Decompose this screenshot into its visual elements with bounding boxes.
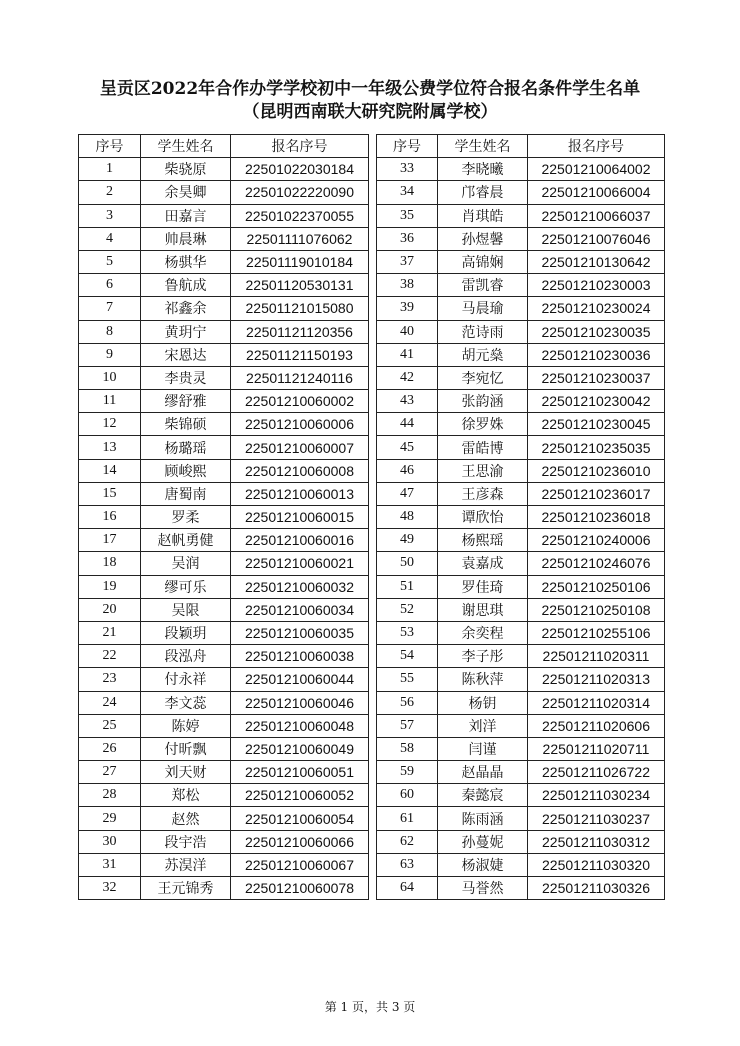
table-row bbox=[79, 737, 369, 760]
registration-number-cell: 22501211020606 bbox=[528, 714, 665, 737]
student-name-cell: 邝睿晨 bbox=[438, 181, 528, 204]
student-name-cell: 秦懿宸 bbox=[438, 784, 528, 807]
header-registration-number: 报名序号 bbox=[528, 135, 665, 158]
index-cell: 40 bbox=[377, 320, 438, 343]
table-row bbox=[79, 830, 369, 853]
index-cell: 23 bbox=[79, 668, 141, 691]
index-cell: 19 bbox=[79, 575, 141, 598]
student-name-cell: 马誉然 bbox=[438, 877, 528, 900]
table-row bbox=[79, 250, 369, 273]
table-row bbox=[79, 598, 369, 621]
index-cell: 20 bbox=[79, 598, 141, 621]
registration-number-cell: 22501022370055 bbox=[231, 204, 369, 227]
registration-number-cell: 22501210230035 bbox=[528, 320, 665, 343]
table-row bbox=[79, 668, 369, 691]
registration-number-cell: 22501211030312 bbox=[528, 830, 665, 853]
index-cell: 11 bbox=[79, 390, 141, 413]
table-row bbox=[377, 366, 665, 389]
header-registration-number: 报名序号 bbox=[231, 135, 369, 158]
table-row bbox=[377, 343, 665, 366]
index-cell: 9 bbox=[79, 343, 141, 366]
table-row bbox=[377, 853, 665, 876]
student-name-cell: 余奕程 bbox=[438, 621, 528, 644]
student-name-cell: 唐蜀南 bbox=[141, 482, 231, 505]
student-name-cell: 张韵涵 bbox=[438, 390, 528, 413]
student-name-cell: 王思渝 bbox=[438, 459, 528, 482]
index-cell: 3 bbox=[79, 204, 141, 227]
registration-number-cell: 22501210230037 bbox=[528, 366, 665, 389]
registration-number-cell: 22501210236017 bbox=[528, 482, 665, 505]
student-name-cell: 罗佳琦 bbox=[438, 575, 528, 598]
table-row bbox=[377, 877, 665, 900]
registration-number-cell: 22501210060067 bbox=[231, 853, 369, 876]
table-row bbox=[79, 645, 369, 668]
index-cell: 24 bbox=[79, 691, 141, 714]
table-row bbox=[79, 621, 369, 644]
table-row bbox=[79, 761, 369, 784]
index-cell: 6 bbox=[79, 274, 141, 297]
index-cell: 33 bbox=[377, 158, 438, 181]
table-row bbox=[377, 274, 665, 297]
document-subtitle: （昆明西南联大研究院附属学校） bbox=[242, 102, 498, 122]
table-row bbox=[377, 552, 665, 575]
registration-number-cell: 22501210255106 bbox=[528, 621, 665, 644]
table-row bbox=[377, 390, 665, 413]
registration-number-cell: 22501210060006 bbox=[231, 413, 369, 436]
table-row bbox=[79, 158, 369, 181]
student-name-cell: 吴限 bbox=[141, 598, 231, 621]
document-title: 呈贡区2022年合作办学学校初中一年级公费学位符合报名条件学生名单 bbox=[99, 79, 641, 99]
registration-number-cell: 22501210060066 bbox=[231, 830, 369, 853]
student-name-cell: 雷凯睿 bbox=[438, 274, 528, 297]
student-name-cell: 高锦娴 bbox=[438, 250, 528, 273]
table-row bbox=[377, 459, 665, 482]
registration-number-cell: 22501211026722 bbox=[528, 761, 665, 784]
index-cell: 60 bbox=[377, 784, 438, 807]
table-row bbox=[79, 853, 369, 876]
index-cell: 31 bbox=[79, 853, 141, 876]
student-name-cell: 缪可乐 bbox=[141, 575, 231, 598]
student-name-cell: 余昊卿 bbox=[141, 181, 231, 204]
table-row bbox=[79, 390, 369, 413]
registration-number-cell: 22501210060054 bbox=[231, 807, 369, 830]
registration-number-cell: 22501211030320 bbox=[528, 853, 665, 876]
registration-number-cell: 22501210060034 bbox=[231, 598, 369, 621]
student-name-cell: 王元锦秀 bbox=[141, 877, 231, 900]
registration-number-cell: 22501210064002 bbox=[528, 158, 665, 181]
index-cell: 47 bbox=[377, 482, 438, 505]
student-name-cell: 陈雨涵 bbox=[438, 807, 528, 830]
student-name-cell: 李晓曦 bbox=[438, 158, 528, 181]
student-name-cell: 刘天财 bbox=[141, 761, 231, 784]
table-row bbox=[79, 413, 369, 436]
index-cell: 63 bbox=[377, 853, 438, 876]
header-student-name: 学生姓名 bbox=[141, 135, 231, 158]
index-cell: 50 bbox=[377, 552, 438, 575]
student-name-cell: 帅晨琳 bbox=[141, 227, 231, 250]
registration-number-cell: 22501211030237 bbox=[528, 807, 665, 830]
student-name-cell: 缪舒雅 bbox=[141, 390, 231, 413]
registration-number-cell: 22501211020311 bbox=[528, 645, 665, 668]
table-row bbox=[377, 830, 665, 853]
index-cell: 27 bbox=[79, 761, 141, 784]
student-table-left bbox=[78, 134, 369, 900]
table-row bbox=[79, 366, 369, 389]
student-name-cell: 范诗雨 bbox=[438, 320, 528, 343]
registration-number-cell: 22501210060008 bbox=[231, 459, 369, 482]
student-name-cell: 赵然 bbox=[141, 807, 231, 830]
index-cell: 62 bbox=[377, 830, 438, 853]
registration-number-cell: 22501210236010 bbox=[528, 459, 665, 482]
index-cell: 28 bbox=[79, 784, 141, 807]
student-name-cell: 雷皓博 bbox=[438, 436, 528, 459]
registration-number-cell: 22501210236018 bbox=[528, 506, 665, 529]
registration-number-cell: 22501210230036 bbox=[528, 343, 665, 366]
index-cell: 34 bbox=[377, 181, 438, 204]
table-row bbox=[79, 320, 369, 343]
student-name-cell: 段泓舟 bbox=[141, 645, 231, 668]
index-cell: 55 bbox=[377, 668, 438, 691]
student-name-cell: 杨骐华 bbox=[141, 250, 231, 273]
student-name-cell: 顾峻熙 bbox=[141, 459, 231, 482]
student-name-cell: 杨璐瑶 bbox=[141, 436, 231, 459]
registration-number-cell: 22501120530131 bbox=[231, 274, 369, 297]
table-row bbox=[377, 413, 665, 436]
student-name-cell: 付昕飘 bbox=[141, 737, 231, 760]
index-cell: 46 bbox=[377, 459, 438, 482]
student-name-cell: 田嘉言 bbox=[141, 204, 231, 227]
index-cell: 41 bbox=[377, 343, 438, 366]
registration-number-cell: 22501022030184 bbox=[231, 158, 369, 181]
student-name-cell: 孙煜馨 bbox=[438, 227, 528, 250]
table-row bbox=[79, 714, 369, 737]
student-name-cell: 祁鑫余 bbox=[141, 297, 231, 320]
header-index: 序号 bbox=[79, 135, 141, 158]
index-cell: 15 bbox=[79, 482, 141, 505]
index-cell: 48 bbox=[377, 506, 438, 529]
header-index: 序号 bbox=[377, 135, 438, 158]
index-cell: 26 bbox=[79, 737, 141, 760]
registration-number-cell: 22501210060016 bbox=[231, 529, 369, 552]
index-cell: 4 bbox=[79, 227, 141, 250]
index-cell: 2 bbox=[79, 181, 141, 204]
table-row bbox=[79, 297, 369, 320]
student-name-cell: 陈秋萍 bbox=[438, 668, 528, 691]
registration-number-cell: 22501210230045 bbox=[528, 413, 665, 436]
student-name-cell: 柴骁原 bbox=[141, 158, 231, 181]
student-name-cell: 段宇浩 bbox=[141, 830, 231, 853]
index-cell: 17 bbox=[79, 529, 141, 552]
student-table-right bbox=[376, 134, 665, 900]
registration-number-cell: 22501211020711 bbox=[528, 737, 665, 760]
index-cell: 52 bbox=[377, 598, 438, 621]
student-name-cell: 胡元燊 bbox=[438, 343, 528, 366]
student-name-cell: 杨熙瑶 bbox=[438, 529, 528, 552]
index-cell: 59 bbox=[377, 761, 438, 784]
index-cell: 43 bbox=[377, 390, 438, 413]
registration-number-cell: 22501121240116 bbox=[231, 366, 369, 389]
table-row bbox=[377, 645, 665, 668]
table-row bbox=[377, 181, 665, 204]
student-name-cell: 宋恩达 bbox=[141, 343, 231, 366]
registration-number-cell: 22501210060002 bbox=[231, 390, 369, 413]
registration-number-cell: 22501211030234 bbox=[528, 784, 665, 807]
table-row bbox=[377, 598, 665, 621]
student-name-cell: 马晨瑜 bbox=[438, 297, 528, 320]
table-row bbox=[79, 529, 369, 552]
index-cell: 5 bbox=[79, 250, 141, 273]
student-name-cell: 杨淑婕 bbox=[438, 853, 528, 876]
registration-number-cell: 22501210060015 bbox=[231, 506, 369, 529]
index-cell: 51 bbox=[377, 575, 438, 598]
student-name-cell: 李贵灵 bbox=[141, 366, 231, 389]
table-row bbox=[79, 877, 369, 900]
table-row bbox=[79, 807, 369, 830]
registration-number-cell: 22501210060048 bbox=[231, 714, 369, 737]
table-row bbox=[377, 807, 665, 830]
student-name-cell: 刘洋 bbox=[438, 714, 528, 737]
table-row bbox=[79, 274, 369, 297]
student-name-cell: 罗柔 bbox=[141, 506, 231, 529]
table-row bbox=[79, 459, 369, 482]
table-row bbox=[79, 181, 369, 204]
index-cell: 61 bbox=[377, 807, 438, 830]
table-row bbox=[79, 552, 369, 575]
student-name-cell: 鲁航成 bbox=[141, 274, 231, 297]
registration-number-cell: 22501210060044 bbox=[231, 668, 369, 691]
registration-number-cell: 22501210250106 bbox=[528, 575, 665, 598]
registration-number-cell: 22501211020314 bbox=[528, 691, 665, 714]
registration-number-cell: 22501210060051 bbox=[231, 761, 369, 784]
registration-number-cell: 22501210250108 bbox=[528, 598, 665, 621]
index-cell: 35 bbox=[377, 204, 438, 227]
student-name-cell: 杨钥 bbox=[438, 691, 528, 714]
student-name-cell: 袁嘉成 bbox=[438, 552, 528, 575]
index-cell: 38 bbox=[377, 274, 438, 297]
table-row bbox=[79, 227, 369, 250]
student-name-cell: 闫谨 bbox=[438, 737, 528, 760]
table-row bbox=[377, 737, 665, 760]
table-row bbox=[377, 158, 665, 181]
registration-number-cell: 22501211030326 bbox=[528, 877, 665, 900]
page-number: 第 1 页，共 3 页 bbox=[324, 1000, 416, 1014]
student-name-cell: 谢思琪 bbox=[438, 598, 528, 621]
table-row bbox=[377, 761, 665, 784]
table-row bbox=[79, 691, 369, 714]
registration-number-cell: 22501210060032 bbox=[231, 575, 369, 598]
registration-number-cell: 22501210066037 bbox=[528, 204, 665, 227]
table-header-row bbox=[79, 135, 369, 158]
index-cell: 54 bbox=[377, 645, 438, 668]
index-cell: 58 bbox=[377, 737, 438, 760]
table-row bbox=[79, 482, 369, 505]
index-cell: 7 bbox=[79, 297, 141, 320]
student-name-cell: 柴锦硕 bbox=[141, 413, 231, 436]
index-cell: 42 bbox=[377, 366, 438, 389]
student-name-cell: 段颖玥 bbox=[141, 621, 231, 644]
index-cell: 8 bbox=[79, 320, 141, 343]
registration-number-cell: 22501210246076 bbox=[528, 552, 665, 575]
registration-number-cell: 22501210130642 bbox=[528, 250, 665, 273]
index-cell: 1 bbox=[79, 158, 141, 181]
registration-number-cell: 22501121015080 bbox=[231, 297, 369, 320]
student-name-cell: 徐罗姝 bbox=[438, 413, 528, 436]
index-cell: 10 bbox=[79, 366, 141, 389]
index-cell: 37 bbox=[377, 250, 438, 273]
registration-number-cell: 22501210060021 bbox=[231, 552, 369, 575]
table-row bbox=[377, 668, 665, 691]
index-cell: 36 bbox=[377, 227, 438, 250]
table-row bbox=[377, 297, 665, 320]
index-cell: 44 bbox=[377, 413, 438, 436]
index-cell: 22 bbox=[79, 645, 141, 668]
table-row bbox=[79, 784, 369, 807]
student-name-cell: 苏淏洋 bbox=[141, 853, 231, 876]
student-name-cell: 赵帆勇健 bbox=[141, 529, 231, 552]
table-row bbox=[377, 436, 665, 459]
index-cell: 14 bbox=[79, 459, 141, 482]
table-row bbox=[79, 575, 369, 598]
registration-number-cell: 22501210066004 bbox=[528, 181, 665, 204]
registration-number-cell: 22501210060078 bbox=[231, 877, 369, 900]
student-name-cell: 吴润 bbox=[141, 552, 231, 575]
registration-number-cell: 22501210060046 bbox=[231, 691, 369, 714]
table-row bbox=[377, 227, 665, 250]
student-name-cell: 李子彤 bbox=[438, 645, 528, 668]
index-cell: 30 bbox=[79, 830, 141, 853]
student-name-cell: 郑松 bbox=[141, 784, 231, 807]
table-row bbox=[377, 621, 665, 644]
registration-number-cell: 22501210060052 bbox=[231, 784, 369, 807]
registration-number-cell: 22501210240006 bbox=[528, 529, 665, 552]
registration-number-cell: 22501210076046 bbox=[528, 227, 665, 250]
student-name-cell: 李宛忆 bbox=[438, 366, 528, 389]
student-name-cell: 陈婷 bbox=[141, 714, 231, 737]
registration-number-cell: 22501121120356 bbox=[231, 320, 369, 343]
index-cell: 16 bbox=[79, 506, 141, 529]
student-name-cell: 谭欣怡 bbox=[438, 506, 528, 529]
registration-number-cell: 22501210060035 bbox=[231, 621, 369, 644]
index-cell: 13 bbox=[79, 436, 141, 459]
table-row bbox=[377, 784, 665, 807]
student-name-cell: 肖琪皓 bbox=[438, 204, 528, 227]
table-row bbox=[79, 343, 369, 366]
index-cell: 12 bbox=[79, 413, 141, 436]
index-cell: 29 bbox=[79, 807, 141, 830]
registration-number-cell: 22501210235035 bbox=[528, 436, 665, 459]
index-cell: 39 bbox=[377, 297, 438, 320]
registration-number-cell: 22501210230042 bbox=[528, 390, 665, 413]
student-name-cell: 李文蕊 bbox=[141, 691, 231, 714]
table-row bbox=[377, 575, 665, 598]
student-name-cell: 付永祥 bbox=[141, 668, 231, 691]
table-row bbox=[377, 529, 665, 552]
table-row bbox=[377, 320, 665, 343]
student-name-cell: 孙蔓妮 bbox=[438, 830, 528, 853]
registration-number-cell: 22501022220090 bbox=[231, 181, 369, 204]
table-row bbox=[79, 506, 369, 529]
index-cell: 56 bbox=[377, 691, 438, 714]
registration-number-cell: 22501210060007 bbox=[231, 436, 369, 459]
table-row bbox=[79, 436, 369, 459]
registration-number-cell: 22501210060013 bbox=[231, 482, 369, 505]
table-row bbox=[79, 204, 369, 227]
table-row bbox=[377, 714, 665, 737]
registration-number-cell: 22501210060049 bbox=[231, 737, 369, 760]
header-student-name: 学生姓名 bbox=[438, 135, 528, 158]
index-cell: 21 bbox=[79, 621, 141, 644]
student-name-cell: 王彦森 bbox=[438, 482, 528, 505]
registration-number-cell: 22501210060038 bbox=[231, 645, 369, 668]
index-cell: 49 bbox=[377, 529, 438, 552]
index-cell: 64 bbox=[377, 877, 438, 900]
registration-number-cell: 22501210230003 bbox=[528, 274, 665, 297]
registration-number-cell: 22501111076062 bbox=[231, 227, 369, 250]
index-cell: 25 bbox=[79, 714, 141, 737]
table-row bbox=[377, 250, 665, 273]
registration-number-cell: 22501121150193 bbox=[231, 343, 369, 366]
index-cell: 32 bbox=[79, 877, 141, 900]
registration-number-cell: 22501211020313 bbox=[528, 668, 665, 691]
index-cell: 45 bbox=[377, 436, 438, 459]
index-cell: 53 bbox=[377, 621, 438, 644]
table-row bbox=[377, 506, 665, 529]
student-name-cell: 黄玥宁 bbox=[141, 320, 231, 343]
table-row bbox=[377, 204, 665, 227]
index-cell: 18 bbox=[79, 552, 141, 575]
student-name-cell: 赵晶晶 bbox=[438, 761, 528, 784]
table-row bbox=[377, 482, 665, 505]
registration-number-cell: 22501210230024 bbox=[528, 297, 665, 320]
table-header-row bbox=[377, 135, 665, 158]
index-cell: 57 bbox=[377, 714, 438, 737]
registration-number-cell: 22501119010184 bbox=[231, 250, 369, 273]
table-row bbox=[377, 691, 665, 714]
